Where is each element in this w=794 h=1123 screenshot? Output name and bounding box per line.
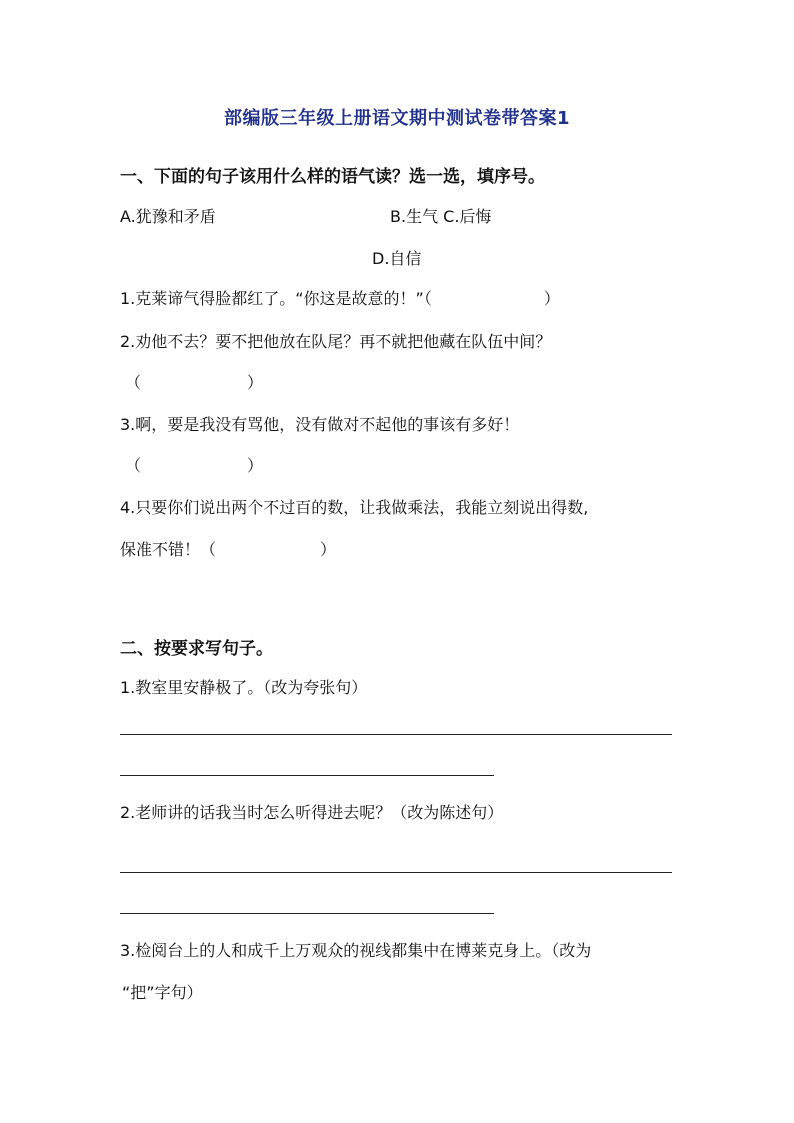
question-2-1: 1.教室里安静极了。（改为夸张句） bbox=[120, 678, 368, 697]
page-title: 部编版三年级上册语文期中测试卷带答案1 bbox=[223, 108, 571, 129]
option-d: D.自信 bbox=[372, 249, 422, 268]
question-1-3: 3.啊，要是我没有骂他，没有做对不起他的事该有多好！ bbox=[120, 415, 520, 434]
option-b-c: B.生气 C.后悔 bbox=[390, 207, 492, 226]
question-1-4-cont bbox=[120, 537, 336, 560]
question-2-3: 3.检阅台上的人和成千上万观众的视线都集中在博莱克身上。（改为 bbox=[120, 941, 592, 960]
question-1-2-answer bbox=[125, 370, 263, 393]
close-paren: ） bbox=[247, 456, 264, 475]
option-a: A.犹豫和矛盾 bbox=[120, 207, 216, 226]
question-1-1 bbox=[120, 286, 560, 309]
question-1-4-cont-text: 保准不错！（ bbox=[120, 540, 217, 559]
question-1-1-text: 1.克莱谛气得脸都红了。“你这是故意的！”（ bbox=[120, 289, 432, 308]
question-1-2: 2.劝他不去？要不把他放在队尾？再不就把他藏在队伍中间？ bbox=[120, 332, 552, 351]
close-paren: ） bbox=[247, 373, 264, 392]
open-paren: （ bbox=[125, 373, 142, 392]
open-paren: （ bbox=[125, 456, 142, 475]
answer-line[interactable] bbox=[120, 775, 494, 776]
question-1-1-close: ） bbox=[543, 289, 560, 308]
question-1-4: 4.只要你们说出两个不过百的数，让我做乘法，我能立刻说出得数, bbox=[120, 498, 589, 517]
answer-line[interactable] bbox=[120, 872, 672, 873]
section-2-heading: 二、按要求写句子。 bbox=[120, 639, 273, 659]
question-1-4-close: ） bbox=[320, 540, 337, 559]
answer-line[interactable] bbox=[120, 913, 494, 914]
question-1-3-answer bbox=[125, 453, 263, 476]
question-2-2: 2.老师讲的话我当时怎么听得进去呢？（改为陈述句） bbox=[120, 803, 504, 822]
section-1-heading: 一、下面的句子该用什么样的语气读？选一选，填序号。 bbox=[120, 167, 545, 187]
question-2-3-cont: “把”字句） bbox=[122, 983, 203, 1002]
answer-line[interactable] bbox=[120, 734, 672, 735]
